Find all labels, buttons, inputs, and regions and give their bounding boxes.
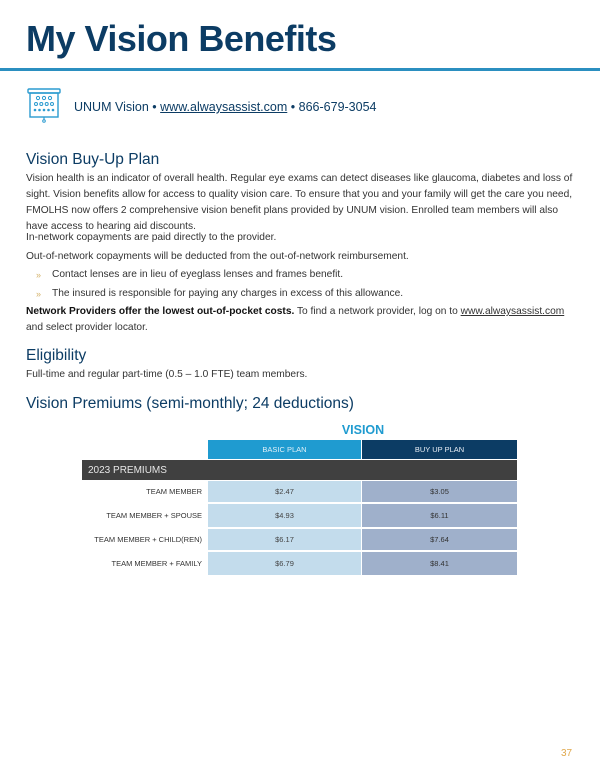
provider-website-link[interactable]: www.alwaysassist.com	[160, 100, 288, 114]
column-header-basic: BASIC PLAN	[208, 440, 361, 459]
premiums-section-bar: 2023 PREMIUMS	[82, 460, 517, 480]
tier-label: TEAM MEMBER + SPOUSE	[106, 511, 202, 520]
eye-chart-icon	[26, 87, 62, 128]
provider-phone: 866-679-3054	[298, 100, 377, 114]
basic-premium: $4.93	[208, 504, 361, 527]
tier-label: TEAM MEMBER	[146, 487, 202, 496]
page-title: My Vision Benefits	[26, 18, 337, 59]
buyup-premium: $7.64	[362, 529, 517, 550]
section-heading-premiums: Vision Premiums (semi-monthly; 24 deductions)	[26, 395, 354, 412]
page-number: 37	[561, 748, 573, 759]
tier-label: TEAM MEMBER + FAMILY	[111, 559, 202, 568]
contact-line: UNUM Vision • www.alwaysassist.com • 866-679-3054	[26, 89, 377, 125]
column-header-buy-up: BUY UP PLAN	[362, 440, 517, 459]
tier-label: TEAM MEMBER + CHILD(REN)	[94, 535, 202, 544]
bullet-list	[36, 265, 403, 303]
title-divider	[0, 68, 600, 71]
intro-paragraph: Vision health is an indicator of overall health. Regular eye exams can detect diseases like glaucoma, diabetes and loss of sight. Vision benefits allow for access to quality vision care. To ensure that you and your family will get the care you need, FMOLHS now offers 2 comprehensive vision benefit plans provided by UNUM vision. Enrolled team members will also have access to hearing aid discounts.	[26, 173, 573, 232]
network-providers-paragraph: Network Providers offer the lowest out-of-pocket costs. To find a network provider, log on to www.alwaysassist.com and select provider locator.	[26, 306, 565, 333]
buyup-premium: $3.05	[362, 481, 517, 502]
list-item: » The insured is responsible for paying any charges in excess of this allowance.	[36, 288, 404, 299]
network-website-link[interactable]: www.alwaysassist.com	[460, 306, 565, 317]
section-heading-buy-up: Vision Buy-Up Plan	[26, 151, 160, 168]
list-item: » Contact lenses are in lieu of eyeglass lenses and frames benefit.	[36, 269, 344, 280]
basic-premium: $6.17	[208, 529, 361, 550]
buyup-premium: $6.11	[362, 504, 517, 527]
eligibility-text: Full-time and regular part-time (0.5 – 1.0 FTE) team members.	[26, 369, 308, 380]
buyup-premium: $8.41	[362, 552, 517, 575]
basic-premium: $2.47	[208, 481, 361, 502]
section-heading-eligibility: Eligibility	[26, 347, 87, 364]
basic-premium: $6.79	[208, 552, 361, 575]
vision-group-label: VISION	[341, 423, 385, 437]
out-network-text: Out-of-network copayments will be deducted from the out-of-network reimbursement.	[26, 251, 409, 262]
in-network-text: In-network copayments are paid directly to the provider.	[26, 232, 277, 243]
provider-name: UNUM Vision	[74, 100, 149, 114]
